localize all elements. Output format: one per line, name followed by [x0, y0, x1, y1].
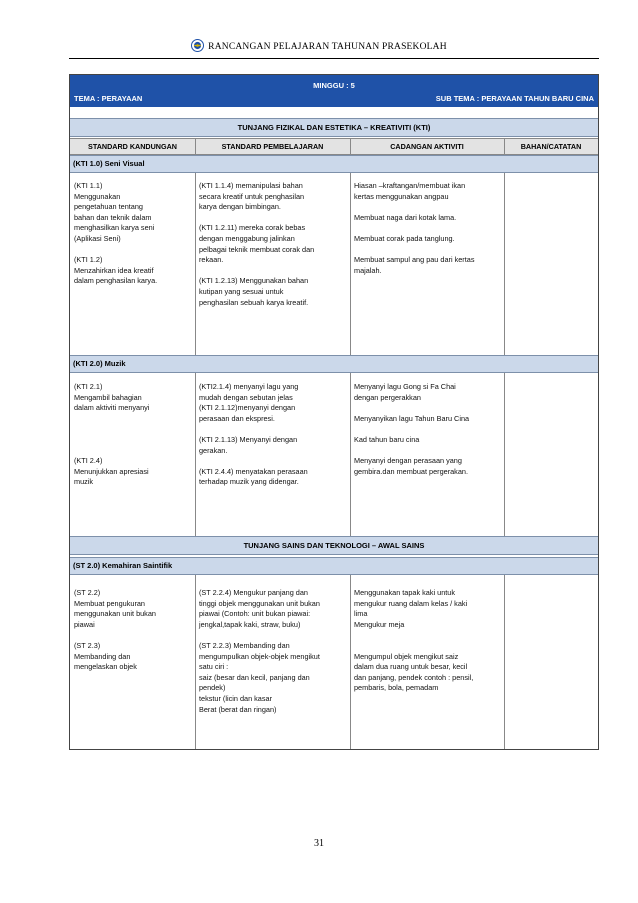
week-banner	[70, 75, 598, 107]
pembelajaran-muzik: (KTI2.1.4) menyanyi lagu yang mudah dengan sebutan jelas (KTI 2.1.12)menyanyi dengan perasaan dan ekspresi. (KTI 2.1.13) Menyanyi dengan gerakan. (KTI 2.4.4) menyatakan perasaan terhadap muzik yang didengar.	[199, 382, 308, 487]
tunjang-fizikal-header: TUNJANG FIZIKAL DAN ESTETIKA – KREATIVITI (KTI)	[70, 118, 598, 137]
col-divider	[350, 173, 351, 355]
aktiviti-saintifik: Menggunakan tapak kaki untuk mengukur ruang dalam kelas / kaki lima Mengukur meja Mengumpul objek mengikut saiz dalam dua ruang untuk besar, kecil dan panjang, pendek contoh : pensil, pembaris, bola, pemadam	[354, 588, 474, 693]
page-number: 31	[314, 838, 324, 849]
tunjang-sains-header: TUNJANG SAINS DAN TEKNOLOGI – AWAL SAINS	[70, 536, 598, 555]
page-header	[0, 39, 638, 52]
col-standard-pembelajaran: STANDARD PEMBELAJARAN	[221, 142, 324, 151]
ministry-logo-icon	[191, 39, 204, 52]
section-kemahiran-saintifik: (ST 2.0) Kemahiran Saintifik	[70, 557, 598, 575]
col-divider	[195, 373, 196, 536]
section-muzik: (KTI 2.0) Muzik	[70, 355, 598, 373]
week-label: MINGGU : 5	[313, 81, 355, 90]
kandungan-muzik: (KTI 2.1) Mengambil bahagian dalam aktiviti menyanyi (KTI 2.4) Menunjukkan apresiasi muzik	[74, 382, 150, 487]
col-divider	[195, 575, 196, 749]
header-divider	[69, 58, 599, 59]
col-cadangan-aktiviti: CADANGAN AKTIVITI	[390, 142, 464, 151]
section-seni-visual: (KTI 1.0) Seni Visual	[70, 155, 598, 173]
col-divider	[350, 575, 351, 749]
subtheme-label: SUB TEMA : PERAYAAN TAHUN BARU CINA	[435, 94, 594, 103]
col-divider	[504, 138, 505, 155]
theme-label: TEMA : PERAYAAN	[74, 94, 143, 103]
col-divider	[350, 138, 351, 155]
column-header-row	[70, 138, 598, 155]
col-divider	[504, 575, 505, 749]
col-bahan-catatan: BAHAN/CATATAN	[520, 142, 582, 151]
col-divider	[195, 173, 196, 355]
aktiviti-seni-visual: Hiasan –kraftangan/membuat ikan kertas menggunakan angpau Membuat naga dari kotak lama. Membuat corak pada tanglung. Membuat sampul ang pau dari kertas majalah.	[354, 181, 475, 275]
col-standard-kandungan: STANDARD KANDUNGAN	[88, 142, 177, 151]
col-divider	[350, 373, 351, 536]
kandungan-saintifik: (ST 2.2) Membuat pengukuran menggunakan unit bukan piawai (ST 2.3) Membanding dan mengelaskan objek	[74, 588, 156, 672]
col-divider	[195, 138, 196, 155]
col-divider	[504, 373, 505, 536]
lesson-plan-table	[69, 74, 599, 750]
header-title: RANCANGAN PELAJARAN TAHUNAN PRASEKOLAH	[208, 42, 447, 52]
col-divider	[504, 173, 505, 355]
pembelajaran-saintifik: (ST 2.2.4) Mengukur panjang dan tinggi objek menggunakan unit bukan piawai (Contoh: unit bukan piawai: jengkal,tapak kaki, straw, buku) (ST 2.2.3) Membanding dan mengumpulkan objek-objek mengikut satu ciri : saiz (besar dan kecil, panjang dan pendek) tekstur (licin dan kasar Berat (berat dan ringan)	[199, 588, 320, 714]
aktiviti-muzik: Menyanyi lagu Gong si Fa Chai dengan pergerakkan Menyanyikan lagu Tahun Baru Cina Kad tahun baru cina Menyanyi dengan perasaan yang gembira.dan membuat pergerakan.	[354, 382, 470, 476]
kandungan-seni-visual: (KTI 1.1) Menggunakan pengetahuan tentang bahan dan teknik dalam menghasilkan karya seni (Aplikasi Seni) (KTI 1.2) Menzahirkan idea kreatif dalam penghasilan karya.	[74, 181, 158, 286]
pembelajaran-seni-visual: (KTI 1.1.4) memanipulasi bahan secara kreatif untuk penghasilan karya dengan bimbingan. (KTI 1.2.11) mereka corak bebas dengan menggabung jalinkan pelbagai teknik membuat corak dan rekaan. (KTI 1.2.13) Menggunakan bahan kutipan yang sesuai untuk penghasilan sebuah karya kreatif.	[199, 181, 315, 307]
